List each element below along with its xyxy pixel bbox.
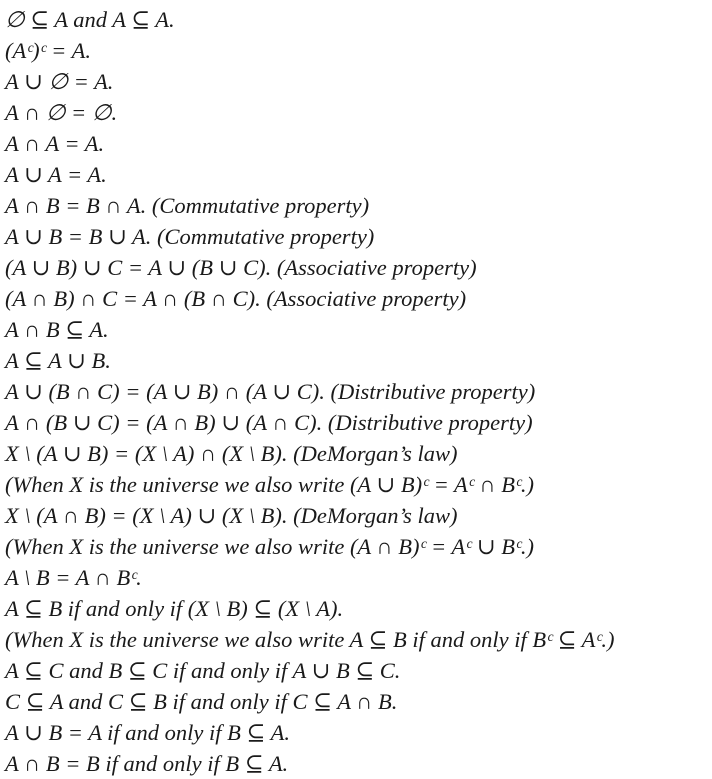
identity-line: A ∩ A = A. bbox=[5, 131, 105, 156]
identity-line: (Aᶜ)ᶜ = A. bbox=[5, 38, 91, 63]
identity-line: A ∩ B = B if and only if B ⊆ A. bbox=[5, 751, 289, 776]
identity-line: A ∩ (B ∪ C) = (A ∩ B) ∪ (A ∩ C). (Distributive property) bbox=[5, 410, 533, 435]
identity-line: A \ B = A ∩ Bᶜ. bbox=[5, 565, 142, 590]
identity-line: X \ (A ∪ B) = (X \ A) ∩ (X \ B). (DeMorgan’s law) bbox=[5, 441, 458, 466]
identity-line: A ⊆ C and B ⊆ C if and only if A ∪ B ⊆ C. bbox=[5, 658, 401, 683]
identity-line: (When X is the universe we also write A ⊆ B if and only if Bᶜ ⊆ Aᶜ.) bbox=[5, 627, 615, 652]
identity-line: C ⊆ A and C ⊆ B if and only if C ⊆ A ∩ B. bbox=[5, 689, 398, 714]
identity-line: A ∪ (B ∩ C) = (A ∪ B) ∩ (A ∪ C). (Distributive property) bbox=[5, 379, 536, 404]
identity-line: A ∩ B = B ∩ A. (Commutative property) bbox=[5, 193, 370, 218]
identity-line: X \ (A ∩ B) = (X \ A) ∪ (X \ B). (DeMorgan’s law) bbox=[5, 503, 458, 528]
identity-line: A ∪ ∅ = A. bbox=[5, 69, 114, 94]
identity-line: A ∪ A = A. bbox=[5, 162, 107, 187]
identity-line: A ⊆ B if and only if (X \ B) ⊆ (X \ A). bbox=[5, 596, 344, 621]
identity-line: A ⊆ A ∪ B. bbox=[5, 348, 111, 373]
identity-line: A ∩ B ⊆ A. bbox=[5, 317, 109, 342]
identity-line: (A ∪ B) ∪ C = A ∪ (B ∪ C). (Associative property) bbox=[5, 255, 477, 280]
identity-line: ∅ ⊆ A and A ⊆ A. bbox=[5, 7, 175, 32]
identity-line: (When X is the universe we also write (A ∩ B)ᶜ = Aᶜ ∪ Bᶜ.) bbox=[5, 534, 534, 559]
identity-line: (When X is the universe we also write (A ∪ B)ᶜ = Aᶜ ∩ Bᶜ.) bbox=[5, 472, 534, 497]
identity-line: A ∪ B = B ∪ A. (Commutative property) bbox=[5, 224, 375, 249]
identity-line: A ∩ ∅ = ∅. bbox=[5, 100, 118, 125]
identity-line: (A ∩ B) ∩ C = A ∩ (B ∩ C). (Associative property) bbox=[5, 286, 467, 311]
identity-line: A ∪ B = A if and only if B ⊆ A. bbox=[5, 720, 290, 745]
set-identities-list bbox=[5, 4, 710, 779]
